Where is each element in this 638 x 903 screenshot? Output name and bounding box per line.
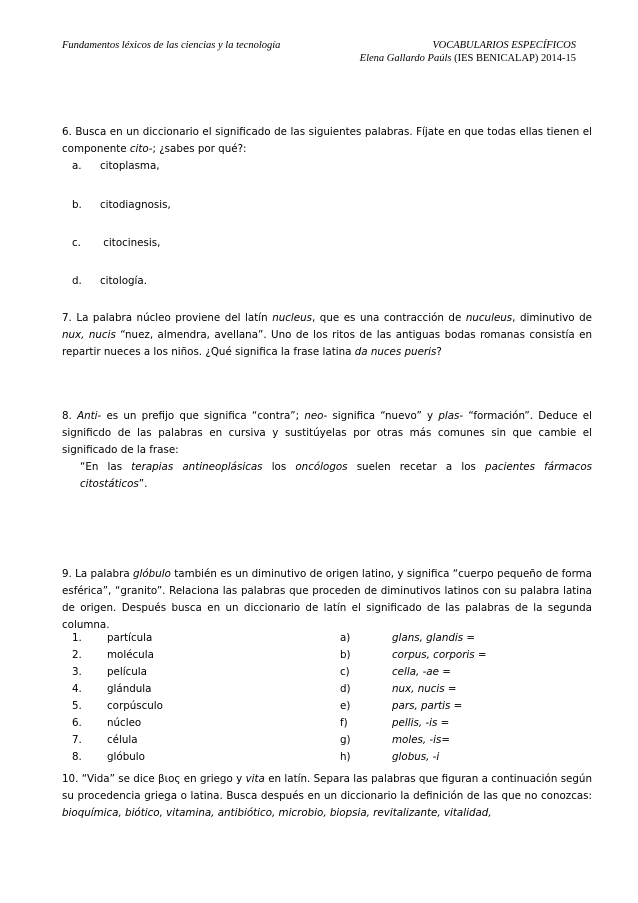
row-word: corpúsculo bbox=[107, 700, 163, 712]
row-number: 1. bbox=[72, 632, 82, 644]
q8-text-3: significa “nuevo” y bbox=[327, 410, 439, 422]
q6-statement bbox=[62, 124, 592, 158]
q9-row bbox=[72, 732, 592, 749]
row-latin: pellis, -is = bbox=[392, 717, 450, 729]
row-number: 6. bbox=[72, 717, 82, 729]
q9-emphasis-1: glóbulo bbox=[132, 568, 171, 580]
quote-text-2: los bbox=[262, 461, 296, 473]
item-word: citoplasma, bbox=[100, 160, 160, 172]
q7-emphasis-4: da nuces pueris bbox=[354, 346, 437, 358]
item-word: citocinesis, bbox=[100, 237, 161, 249]
row-latin: pars, partis = bbox=[392, 700, 463, 712]
item-marker: a. bbox=[72, 160, 82, 172]
row-number: 4. bbox=[72, 683, 82, 695]
q8-text-1: 8. bbox=[62, 410, 78, 422]
row-letter: e) bbox=[340, 700, 351, 712]
q7-emphasis-2: nuculeus bbox=[465, 312, 513, 324]
row-letter: f) bbox=[340, 717, 348, 729]
q7-emphasis-1: nucleus bbox=[272, 312, 312, 324]
row-latin: globus, -i bbox=[392, 751, 440, 763]
item-word: citodiagnosis, bbox=[100, 199, 171, 211]
q6-item-c bbox=[72, 235, 160, 252]
quote-emphasis-2: oncólogos bbox=[295, 461, 348, 473]
item-word: citología. bbox=[100, 275, 147, 287]
row-word: célula bbox=[107, 734, 138, 746]
q9-row bbox=[72, 698, 592, 715]
row-letter: h) bbox=[340, 751, 351, 763]
row-number: 7. bbox=[72, 734, 82, 746]
q10-text-1: 10. “Vida” se dice βιος en griego y bbox=[62, 773, 246, 785]
quote-text-1: “En las bbox=[80, 461, 132, 473]
q9-text-1: 9. La palabra bbox=[62, 568, 133, 580]
q6-text-end: ; ¿sabes por qué?: bbox=[152, 143, 247, 155]
q8-quote bbox=[80, 459, 592, 493]
row-latin: cella, -ae = bbox=[392, 666, 451, 678]
row-word: glándula bbox=[107, 683, 152, 695]
q9-row bbox=[72, 630, 592, 647]
q10-emphasis-1: vita bbox=[245, 773, 265, 785]
row-word: glóbulo bbox=[107, 751, 145, 763]
q10-word-list: bioquímica, biótico, vitamina, antibiótico, microbio, biopsia, revitalizante, vitalidad, bbox=[62, 807, 492, 819]
row-number: 3. bbox=[72, 666, 82, 678]
q7-text-5: ? bbox=[436, 346, 442, 358]
q8-emphasis-2: neo- bbox=[304, 410, 328, 422]
row-word: película bbox=[107, 666, 147, 678]
header-author-line bbox=[360, 53, 576, 64]
q7-emphasis-3: nux, nucis bbox=[62, 329, 116, 341]
q7-text-3: , diminutivo de bbox=[512, 312, 592, 324]
q6-item-b bbox=[72, 197, 171, 214]
q7-text-4: “nuez, almendra, avellana”. Uno de los ritos de las antiguas bodas romanas consistía en repartir nueces a los niños. ¿Qué significa la frase latina bbox=[62, 329, 592, 358]
q9-row bbox=[72, 715, 592, 732]
row-number: 2. bbox=[72, 649, 82, 661]
q6-text: 6. Busca en un diccionario el significado de las siguientes palabras. Fíjate en que todas ellas tienen el componente bbox=[62, 126, 592, 155]
row-word: núcleo bbox=[107, 717, 142, 729]
row-latin: nux, nucis = bbox=[392, 683, 457, 695]
q8-emphasis-1: Anti- bbox=[77, 410, 102, 422]
item-marker: b. bbox=[72, 199, 82, 211]
row-latin: corpus, corporis = bbox=[392, 649, 487, 661]
q8-statement bbox=[62, 408, 592, 459]
header-course-title: Fundamentos léxicos de las ciencias y la tecnología bbox=[62, 40, 281, 51]
q7-text-2: , que es una contracción de bbox=[312, 312, 466, 324]
q8-text-2: es un prefijo que significa “contra”; bbox=[101, 410, 305, 422]
row-latin: moles, -is= bbox=[392, 734, 451, 746]
quote-text-4: ”. bbox=[138, 478, 148, 490]
item-marker: d. bbox=[72, 275, 82, 287]
q10-text-2: en latín. Separa las palabras que figuran a continuación según su procedencia griega o latina. Busca después en un diccionario la definición de las que no conozcas: bbox=[62, 773, 592, 802]
quote-emphasis-1: terapias antineoplásicas bbox=[131, 461, 263, 473]
row-letter: d) bbox=[340, 683, 351, 695]
q8-text-4: “formación”. Deduce el significdo de las palabras en cursiva y sustitúyelas por otras más comunes sin que cambie el significado de la frase: bbox=[62, 410, 592, 456]
q6-emphasis: cito- bbox=[129, 143, 153, 155]
row-letter: c) bbox=[340, 666, 350, 678]
q9-row bbox=[72, 664, 592, 681]
row-word: molécula bbox=[107, 649, 154, 661]
q7-text-1: 7. La palabra núcleo proviene del latín bbox=[62, 312, 273, 324]
quote-emphasis-3: pacientes fármacos citostáticos bbox=[80, 461, 592, 490]
row-letter: a) bbox=[340, 632, 351, 644]
q9-text-2: también es un diminutivo de origen latino, y significa “cuerpo pequeño de forma esférica”, “granito”. Relaciona las palabras que proceden de diminutivos latinos con su palabra latina de origen. Después busca en un diccionario de latín el significado de las palabras de la segunda columna. bbox=[62, 568, 592, 631]
row-number: 8. bbox=[72, 751, 82, 763]
row-number: 5. bbox=[72, 700, 82, 712]
q6-item-a bbox=[72, 158, 160, 175]
header-unit-title: VOCABULARIOS ESPECÍFICOS bbox=[432, 40, 576, 51]
row-latin: glans, glandis = bbox=[392, 632, 476, 644]
row-letter: b) bbox=[340, 649, 351, 661]
q10-statement bbox=[62, 771, 592, 822]
q9-row bbox=[72, 749, 592, 766]
header-school-year: (IES BENICALAP) 2014-15 bbox=[451, 53, 576, 64]
q7-statement bbox=[62, 310, 592, 361]
quote-text-3: suelen recetar a los bbox=[347, 461, 486, 473]
q9-row bbox=[72, 681, 592, 698]
header-author: Elena Gallardo Paúls bbox=[359, 53, 452, 64]
q9-statement bbox=[62, 566, 592, 634]
row-word: partícula bbox=[107, 632, 153, 644]
q9-row bbox=[72, 647, 592, 664]
q8-emphasis-3: plas- bbox=[438, 410, 464, 422]
item-marker: c. bbox=[72, 237, 81, 249]
q6-item-d bbox=[72, 273, 147, 290]
row-letter: g) bbox=[340, 734, 351, 746]
